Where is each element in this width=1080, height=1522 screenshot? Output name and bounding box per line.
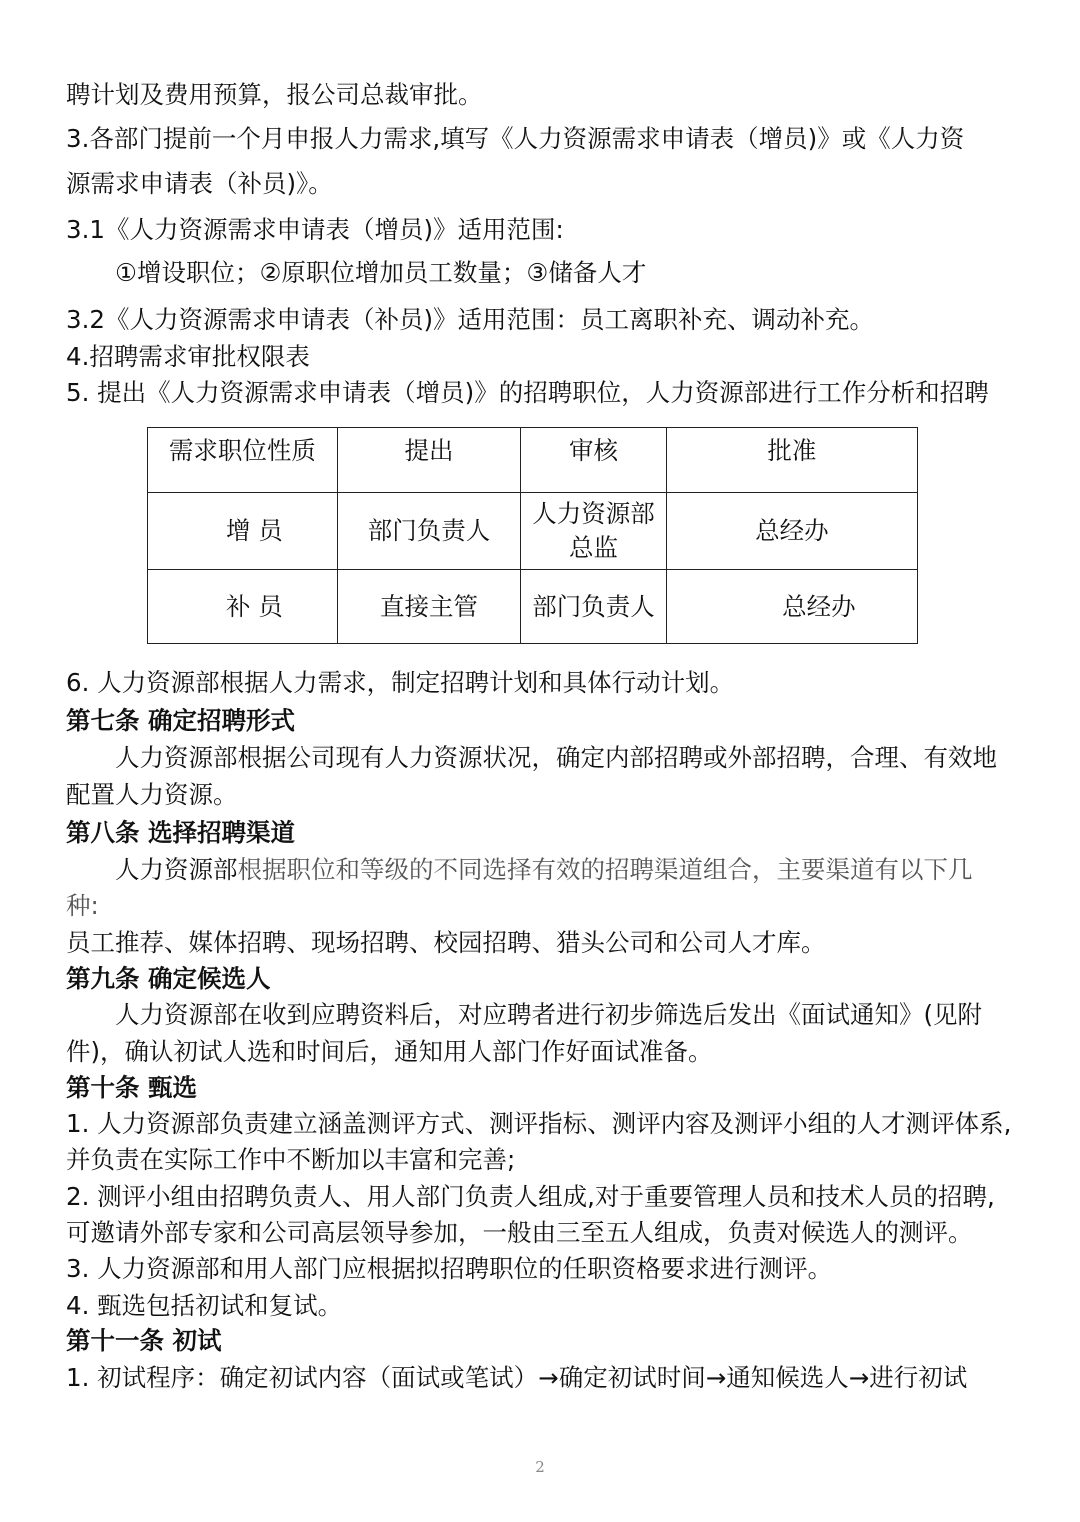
- table-header-row: [148, 428, 918, 493]
- paragraph-article-7-line2: 配置人力资源。: [66, 780, 238, 809]
- paragraph-item-5: 5. 提出《人力资源需求申请表（增员)》的招聘职位，人力资源部进行工作分析和招聘: [66, 378, 989, 407]
- page-number: 2: [535, 1458, 545, 1476]
- paragraph-article-8-channels: 员工推荐、媒体招聘、现场招聘、校园招聘、猎头公司和公司人才库。: [66, 928, 826, 957]
- paragraph-article-10-item2-line2: 可邀请外部专家和公司高层领导参加，一般由三至五人组成，负责对候选人的测评。: [66, 1218, 973, 1247]
- table-header-cell: 审核: [521, 428, 666, 493]
- paragraph-article-10-item2-line1: 2. 测评小组由招聘负责人、用人部门负责人组成,对于重要管理人员和技术人员的招聘,: [66, 1182, 995, 1211]
- table-cell-approve: 总经办: [666, 493, 917, 570]
- paragraph-item-3-line2: 源需求申请表（补员)》。: [66, 169, 333, 198]
- heading-article-11: 第十一条 初试: [66, 1326, 222, 1355]
- table-cell-review-line2: 总监: [568, 533, 618, 562]
- table-cell-review: [521, 493, 666, 570]
- heading-article-7: 第七条 确定招聘形式: [66, 706, 296, 735]
- heading-article-8: 第八条 选择招聘渠道: [66, 818, 296, 847]
- paragraph-article-9-line1: 人力资源部在收到应聘资料后，对应聘者进行初步筛选后发出《面试通知》(见附: [115, 1000, 983, 1029]
- paragraph-article-8-line1: [115, 855, 973, 885]
- paragraph-article-8-line2: 种:: [66, 891, 99, 920]
- paragraph-article-10-item3: 3. 人力资源部和用人部门应根据拟招聘职位的任职资格要求进行测评。: [66, 1254, 833, 1283]
- paragraph-article-8-subject: 人力资源部: [115, 855, 238, 884]
- paragraph-item-3-1-scope: ①增设职位；②原职位增加员工数量；③储备人才: [115, 258, 647, 287]
- table-cell-review-line1: 人力资源部: [532, 499, 655, 528]
- table-cell-approve: 总经办: [666, 570, 917, 644]
- table-row: [148, 570, 918, 644]
- paragraph-item-3-line1: 3.各部门提前一个月申报人力需求,填写《人力资源需求申请表（增员)》或《人力资: [66, 124, 965, 153]
- paragraph-article-10-item4: 4. 甄选包括初试和复试。: [66, 1291, 343, 1320]
- paragraph-item-3-2: 3.2《人力资源需求申请表（补员)》适用范围：员工离职补充、调动补充。: [66, 305, 875, 334]
- heading-article-9: 第九条 确定候选人: [66, 964, 271, 993]
- table-cell-review: 部门负责人: [521, 570, 666, 644]
- table-header-cell: 需求职位性质: [148, 428, 338, 493]
- table-cell-type: 增 员: [148, 493, 338, 570]
- paragraph-article-10-item1-line1: 1. 人力资源部负责建立涵盖测评方式、测评指标、测评内容及测评小组的人才测评体系,: [66, 1109, 1012, 1138]
- paragraph-article-7-line1: 人力资源部根据公司现有人力资源状况，确定内部招聘或外部招聘，合理、有效地: [115, 743, 997, 772]
- table-header-cell: 批准: [666, 428, 917, 493]
- paragraph-item-6: 6. 人力资源部根据人力需求，制定招聘计划和具体行动计划。: [66, 668, 735, 697]
- paragraph-budget: 聘计划及费用预算，报公司总裁审批。: [66, 80, 483, 109]
- paragraph-article-10-item1-line2: 并负责在实际工作中不断加以丰富和完善;: [66, 1145, 516, 1174]
- paragraph-article-9-line2: 件)，确认初试人选和时间后，通知用人部门作好面试准备。: [66, 1037, 713, 1066]
- heading-article-10: 第十条 甄选: [66, 1073, 198, 1102]
- paragraph-article-11-item1: 1. 初试程序：确定初试内容（面试或笔试）→确定初试时间→通知候选人→进行初试: [66, 1363, 968, 1392]
- paragraph-article-8-rest: 根据职位和等级的不同选择有效的招聘渠道组合，主要渠道有以下几: [237, 855, 973, 884]
- table-row: [148, 493, 918, 570]
- table-cell-propose: 部门负责人: [337, 493, 521, 570]
- approval-authority-table: [147, 427, 918, 644]
- paragraph-item-3-1: 3.1《人力资源需求申请表（增员)》适用范围:: [66, 215, 564, 244]
- table-cell-propose: 直接主管: [337, 570, 521, 644]
- paragraph-item-4: 4.招聘需求审批权限表: [66, 342, 310, 371]
- table-cell-type: 补 员: [148, 570, 338, 644]
- table-header-cell: 提出: [337, 428, 521, 493]
